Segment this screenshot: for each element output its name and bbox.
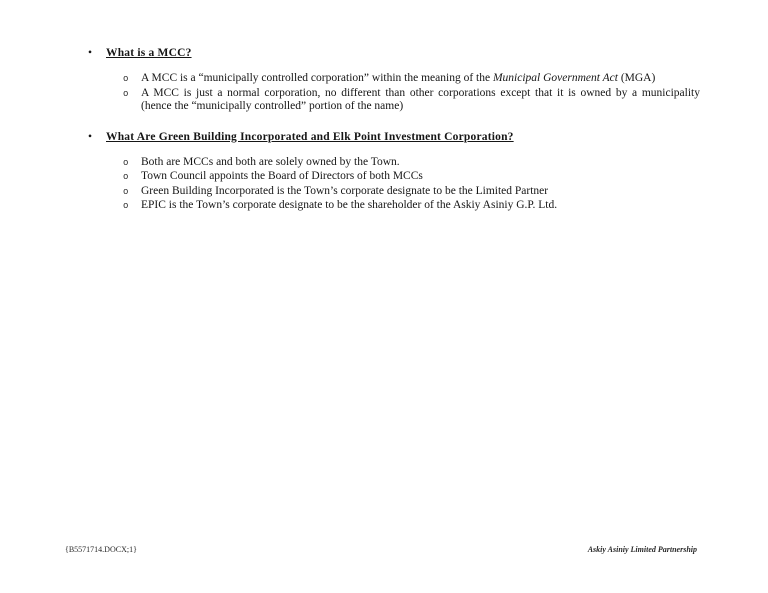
list-item: [123, 170, 700, 185]
circle-bullet-icon: o: [123, 157, 129, 168]
bullet-icon: •: [88, 47, 93, 59]
footer-doc-id: {B5571714.DOCX;1}: [65, 545, 137, 554]
list-item: [123, 72, 700, 87]
list-item: [123, 199, 700, 214]
sub-bullet-list: [106, 156, 700, 214]
circle-bullet-icon: o: [123, 172, 129, 182]
text-run: (hence the “municipally controlled” portion of the name): [141, 100, 404, 112]
circle-bullet-icon: o: [123, 186, 129, 197]
section-body: [106, 130, 700, 228]
circle-bullet-icon: o: [123, 201, 129, 211]
list-item: [123, 156, 700, 171]
section-heading-gbi-epic: What Are Green Building Incorporated and Elk Point Investment Corporation?: [106, 130, 514, 143]
sub-bullet-list: [106, 72, 700, 114]
bullet-section-gbi-epic: [88, 130, 700, 228]
list-item: [123, 185, 700, 200]
list-item-text: [141, 87, 700, 114]
list-item-text: [141, 72, 700, 86]
list-item-text: Green Building Incorporated is the Town’s corporate designate to be the Limited Partner: [141, 184, 549, 197]
list-item-text: EPIC is the Town’s corporate designate to be the shareholder of the Askiy Asiniy G.P. Ltd.: [141, 199, 558, 211]
italic-text-run: Municipal Government Act: [492, 72, 618, 84]
section-heading-what-is-a-mcc: What is a MCC?: [106, 47, 192, 59]
list-item: [123, 87, 700, 114]
document-content: [88, 46, 700, 228]
bullet-icon: •: [88, 130, 93, 143]
section-body: [106, 46, 700, 128]
page-footer: [65, 545, 697, 555]
justified-line: A MCC is just a normal corporation, no different than other corporations except that it is owned by a municipality: [141, 86, 700, 99]
circle-bullet-icon: o: [123, 88, 129, 99]
list-item-text: Both are MCCs and both are solely owned by the Town.: [141, 155, 400, 168]
circle-bullet-icon: o: [123, 74, 129, 84]
list-item-text: Town Council appoints the Board of Directors of both MCCs: [141, 170, 423, 182]
text-run: (MGA): [617, 72, 656, 84]
bullet-section-mcc: [88, 46, 700, 128]
text-run: A MCC is a “municipally controlled corporation” within the meaning of the: [141, 72, 493, 84]
footer-document-title: Askiy Asiniy Limited Partnership: [587, 545, 697, 554]
